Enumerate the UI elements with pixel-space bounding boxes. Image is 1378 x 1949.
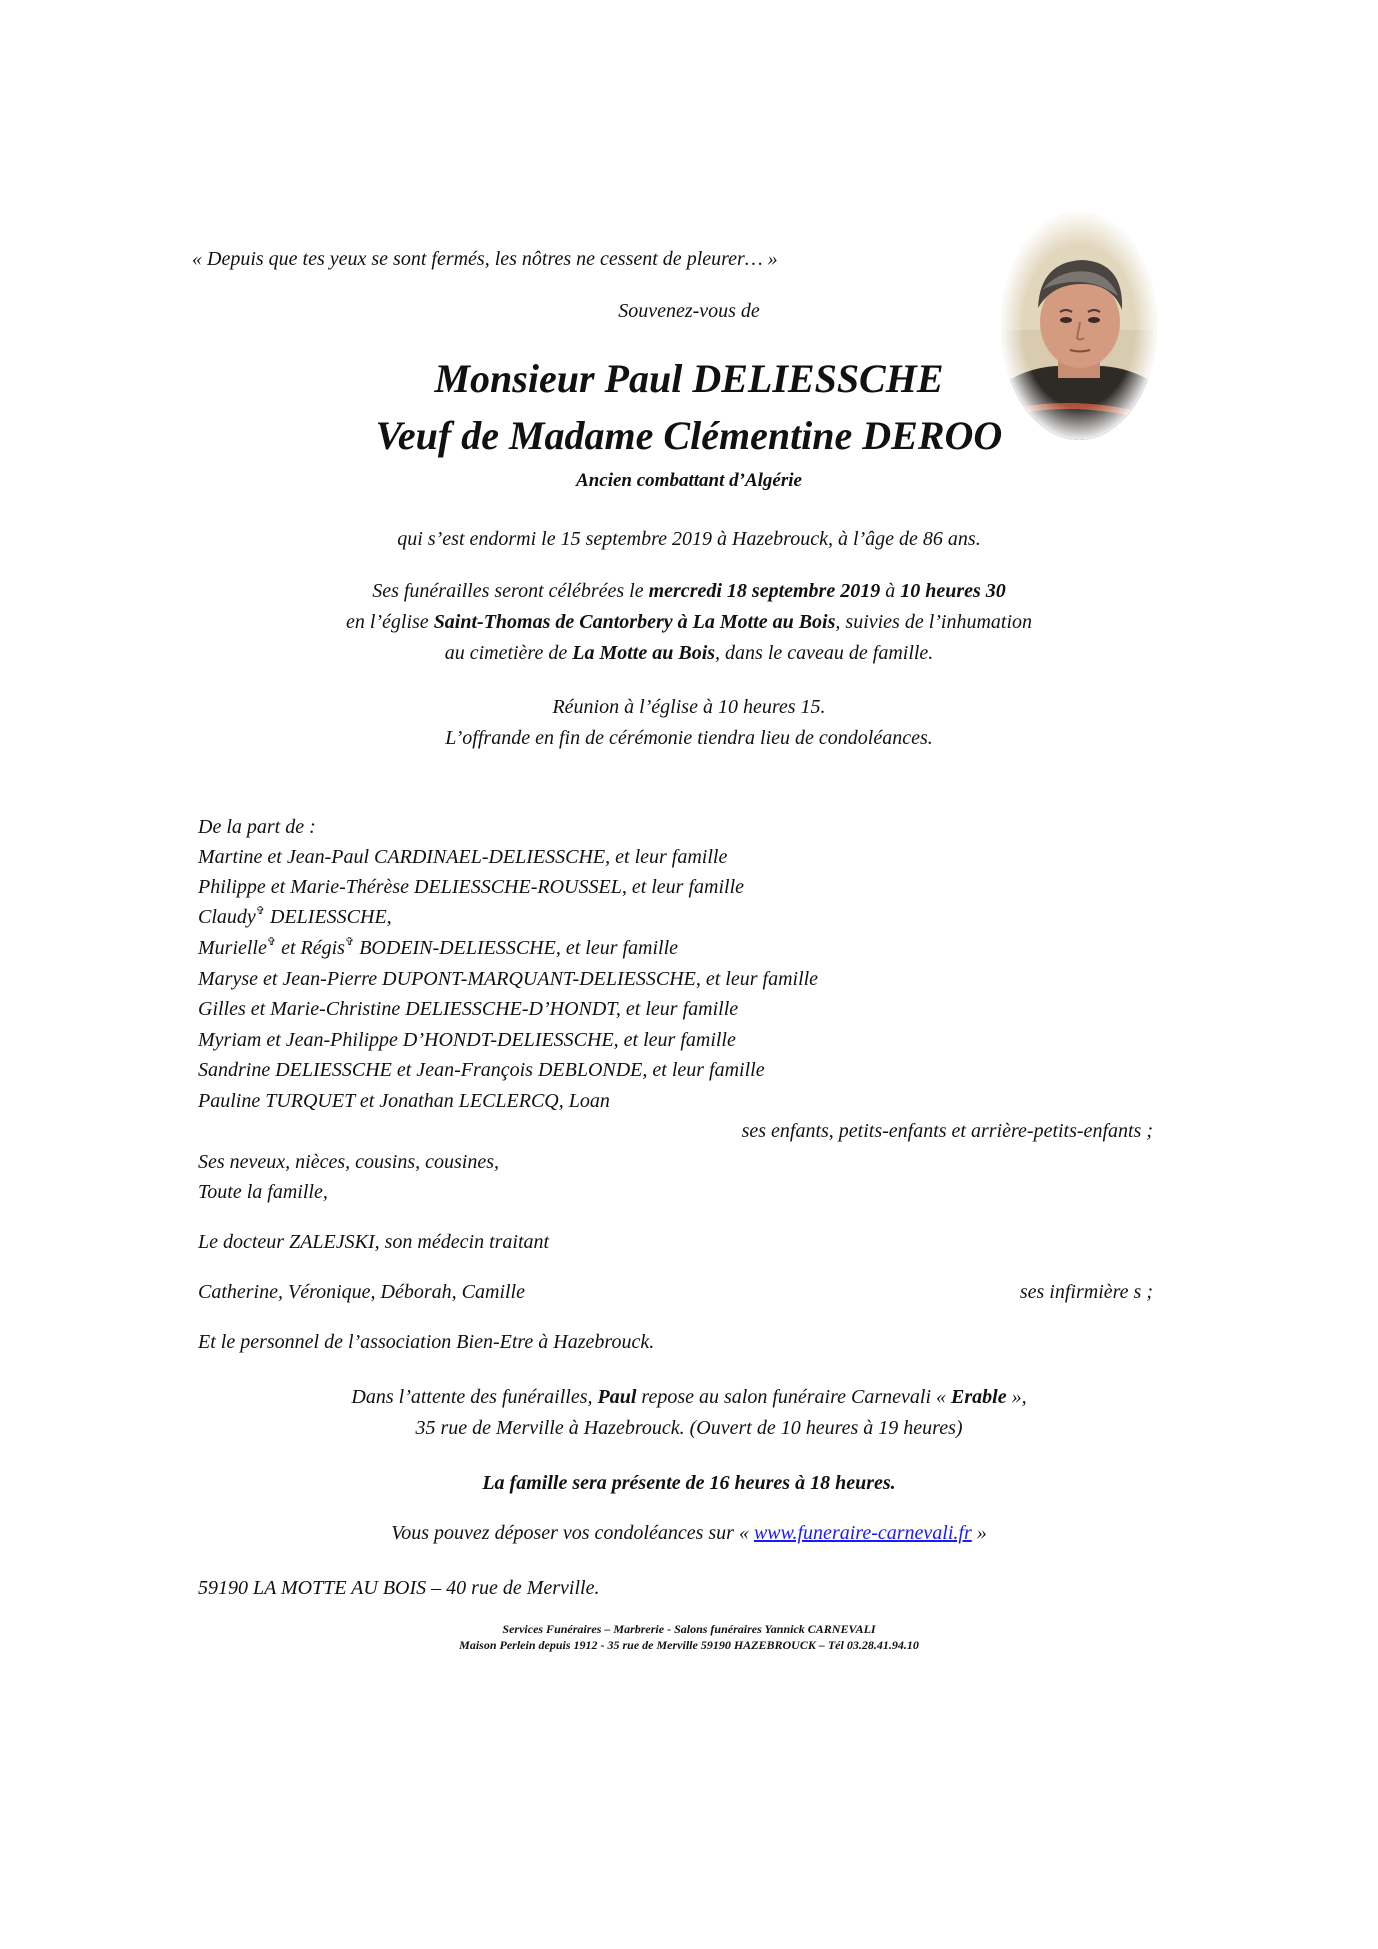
nurses-names: Catherine, Véronique, Déborah, Camille <box>198 1281 525 1303</box>
portrait-photo <box>1000 210 1158 442</box>
funeral-line-1: Ses funérailles seront célébrées le mercredi 18 septembre 2019 à 10 heures 30 <box>372 580 1006 602</box>
family-line: Murielle✞ et Régis✞ BODEIN-DELIESSCHE, et leur famille <box>198 936 679 959</box>
family-line: Claudy✞ DELIESSCHE, <box>198 905 392 928</box>
cross-icon: ✞ <box>344 936 355 948</box>
funeral-line-2: en l’église Saint-Thomas de Cantorbery à La Motte au Bois, suivies de l’inhumation <box>345 611 1033 633</box>
family-line: Philippe et Marie-Thérèse DELIESSCHE-ROUSSEL, et leur famille <box>198 876 745 898</box>
offrande-line: L’offrande en fin de cérémonie tiendra lieu de condoléances. <box>445 727 933 749</box>
epigraph-quote: « Depuis que tes yeux se sont fermés, les nôtres ne cessent de pleurer… » <box>192 248 778 270</box>
widower-line: Veuf de Madame Clémentine DEROO <box>375 413 1003 458</box>
cross-icon: ✞ <box>266 936 277 948</box>
doctor-line: Le docteur ZALEJSKI, son médecin traitant <box>198 1231 550 1253</box>
address-line: 59190 LA MOTTE AU BOIS – 40 rue de Merville. <box>198 1577 600 1599</box>
condoleances-line: Vous pouvez déposer vos condoléances sur « www.funeraire-carnevali.fr » <box>391 1522 987 1544</box>
salon-line-2: 35 rue de Merville à Hazebrouck. (Ouvert de 10 heures à 19 heures) <box>415 1417 963 1439</box>
association-line: Et le personnel de l’association Bien-Etre à Hazebrouck. <box>198 1331 655 1353</box>
family-relation: ses enfants, petits-enfants et arrière-petits-enfants ; <box>741 1120 1153 1142</box>
salon-line-1: Dans l’attente des funérailles, Paul repose au salon funéraire Carnevali « Erable », <box>351 1386 1027 1408</box>
family-line: Ses neveux, nièces, cousins, cousines, <box>198 1151 500 1173</box>
presence-line: La famille sera présente de 16 heures à 18 heures. <box>482 1472 896 1494</box>
family-line: Toute la famille, <box>198 1181 328 1203</box>
condoleances-link[interactable]: www.funeraire-carnevali.fr <box>753 1522 972 1544</box>
family-line: Sandrine DELIESSCHE et Jean-François DEBLONDE, et leur famille <box>198 1059 765 1081</box>
family-intro: De la part de : <box>198 816 316 838</box>
family-line: Maryse et Jean-Pierre DUPONT-MARQUANT-DELIESSCHE, et leur famille <box>198 968 819 990</box>
family-line: Myriam et Jean-Philippe D’HONDT-DELIESSCHE, et leur famille <box>198 1029 736 1051</box>
family-line: Martine et Jean-Paul CARDINAEL-DELIESSCHE, et leur famille <box>198 846 728 868</box>
funeral-line-3: au cimetière de La Motte au Bois, dans le caveau de famille. <box>444 642 934 664</box>
family-line: Pauline TURQUET et Jonathan LECLERCQ, Loan <box>198 1090 610 1112</box>
deceased-name: Monsieur Paul DELIESSCHE <box>434 356 944 401</box>
footer <box>0 1621 1378 1653</box>
footer-line-2: Maison Perlein depuis 1912 - 35 rue de Merville 59190 HAZEBROUCK – Tél 03.28.41.94.10 <box>459 1638 919 1652</box>
footer-line-1: Services Funéraires – Marbrerie - Salons funéraires Yannick CARNEVALI <box>502 1622 876 1636</box>
nurses-label: ses infirmière s ; <box>1019 1281 1153 1303</box>
death-notice: qui s’est endormi le 15 septembre 2019 à Hazebrouck, à l’âge de 86 ans. <box>397 528 981 550</box>
family-line: Gilles et Marie-Christine DELIESSCHE-D’HONDT, et leur famille <box>198 998 739 1020</box>
subtitle-veteran: Ancien combattant d’Algérie <box>576 470 802 491</box>
reunion-line: Réunion à l’église à 10 heures 15. <box>552 696 826 718</box>
souvenez-heading: Souvenez-vous de <box>618 300 760 322</box>
cross-icon: ✞ <box>255 905 265 917</box>
